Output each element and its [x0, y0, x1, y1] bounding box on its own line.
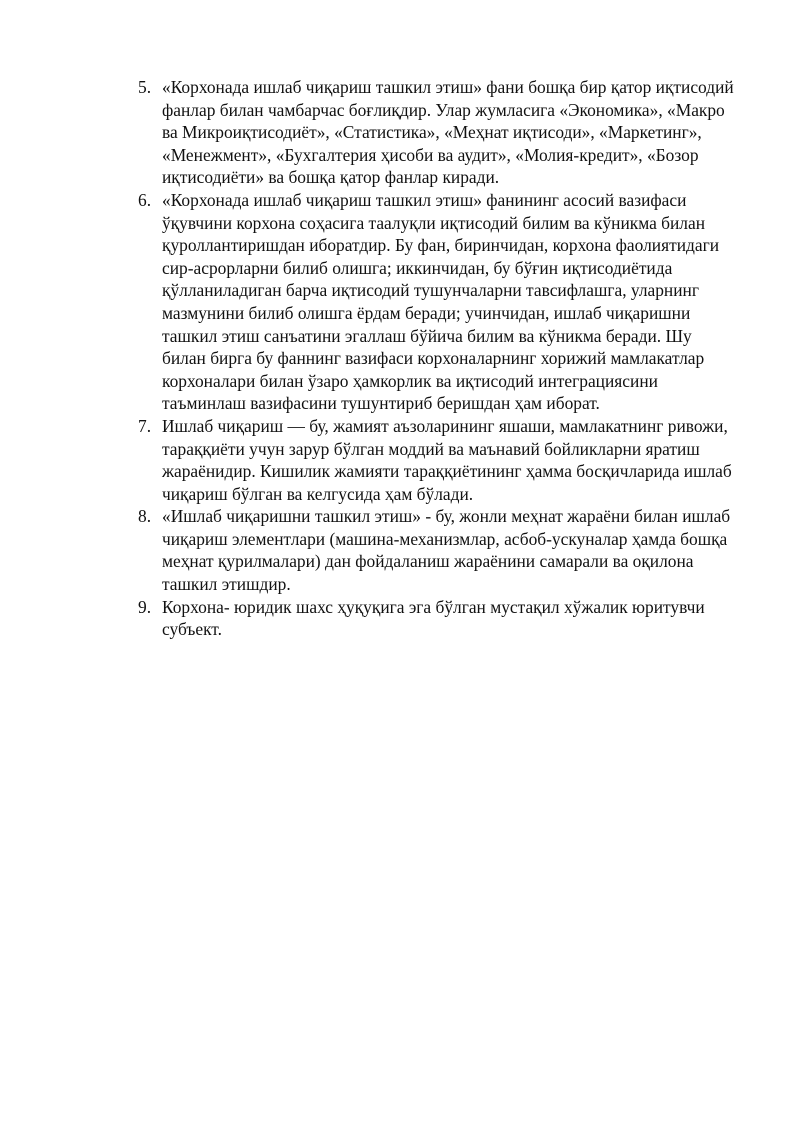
item-number: 5.: [138, 77, 152, 97]
numbered-list: [138, 76, 738, 641]
list-item: [138, 189, 738, 415]
item-number: 8.: [138, 506, 152, 527]
list-item: [138, 76, 738, 189]
list-item: [138, 505, 738, 595]
item-text: «Корхонада ишлаб чиқариш ташкил этиш» фанининг асосий вазифаси ўқувчини корхона соҳасига таалуқли иқтисодий билим ва кўникма билан қуроллантиришдан иборатдир. Бу фан, биринчидан, корхона фаолиятидаги сир-асрорларни билиб олишга; иккинчидан, бу бўғин иқтисодиётида қўлланиладиган барча иқтисодий тушунчаларни тавсифлашга, уларнинг мазмунини билиб олишга ёрдам беради; учинчидан, ишлаб чиқаришни ташкил этиш санъатини эгаллаш бўйича билим ва кўникма беради. Шу билан бирга бу фаннинг вазифаси корхоналарнинг хорижий мамлакатлар корхоналари билан ўзаро ҳамкорлик ва иқтисодий интеграциясини таъминлаш вазифасини тушунтириб беришдан ҳам иборат.: [162, 189, 720, 414]
item-number: 7.: [138, 415, 152, 436]
item-number: 9.: [138, 596, 152, 617]
list-item: [138, 596, 738, 641]
item-text: Корхона- юридик шахс ҳуқуқига эга бўлган мустақил хўжалик юритувчи субъект.: [162, 596, 705, 640]
item-number: 6.: [138, 189, 152, 210]
list-item: [138, 415, 738, 505]
item-text: Ишлаб чиқариш — бу, жамият аъзоларининг яшаши, мамлакатнинг ривожи, тараққиёти учун зарур бўлган моддий ва маънавий бойликларни яратиш жараёнидир. Кишилик жамияти тараққиётининг ҳамма босқичларида ишлаб чиқариш бўлган ва келгусида ҳам бўлади.: [162, 415, 732, 504]
item-text: «Корхонада ишлаб чиқариш ташкил этиш» фани бошқа бир қатор иқтисодий фанлар билан чамбарчас боғлиқдир. Улар жумласига «Экономика», «Макро ва Микроиқтисодиёт», «Статистика», «Меҳнат иқтисоди», «Маркетинг», «Менежмент», «Бухгалтерия ҳисоби ва аудит», «Молия-кредит», «Бозор иқтисодиёти» ва бошқа қатор фанлар киради.: [162, 77, 734, 188]
item-text: «Ишлаб чиқаришни ташкил этиш» - бу, жонли меҳнат жараёни билан ишлаб чиқариш элементлари (машина-механизмлар, асбоб-ускуналар ҳамда бошқа меҳнат қурилмалари) дан фойдаланиш жараёнини самарали ва оқилона ташкил этишдир.: [162, 506, 731, 595]
